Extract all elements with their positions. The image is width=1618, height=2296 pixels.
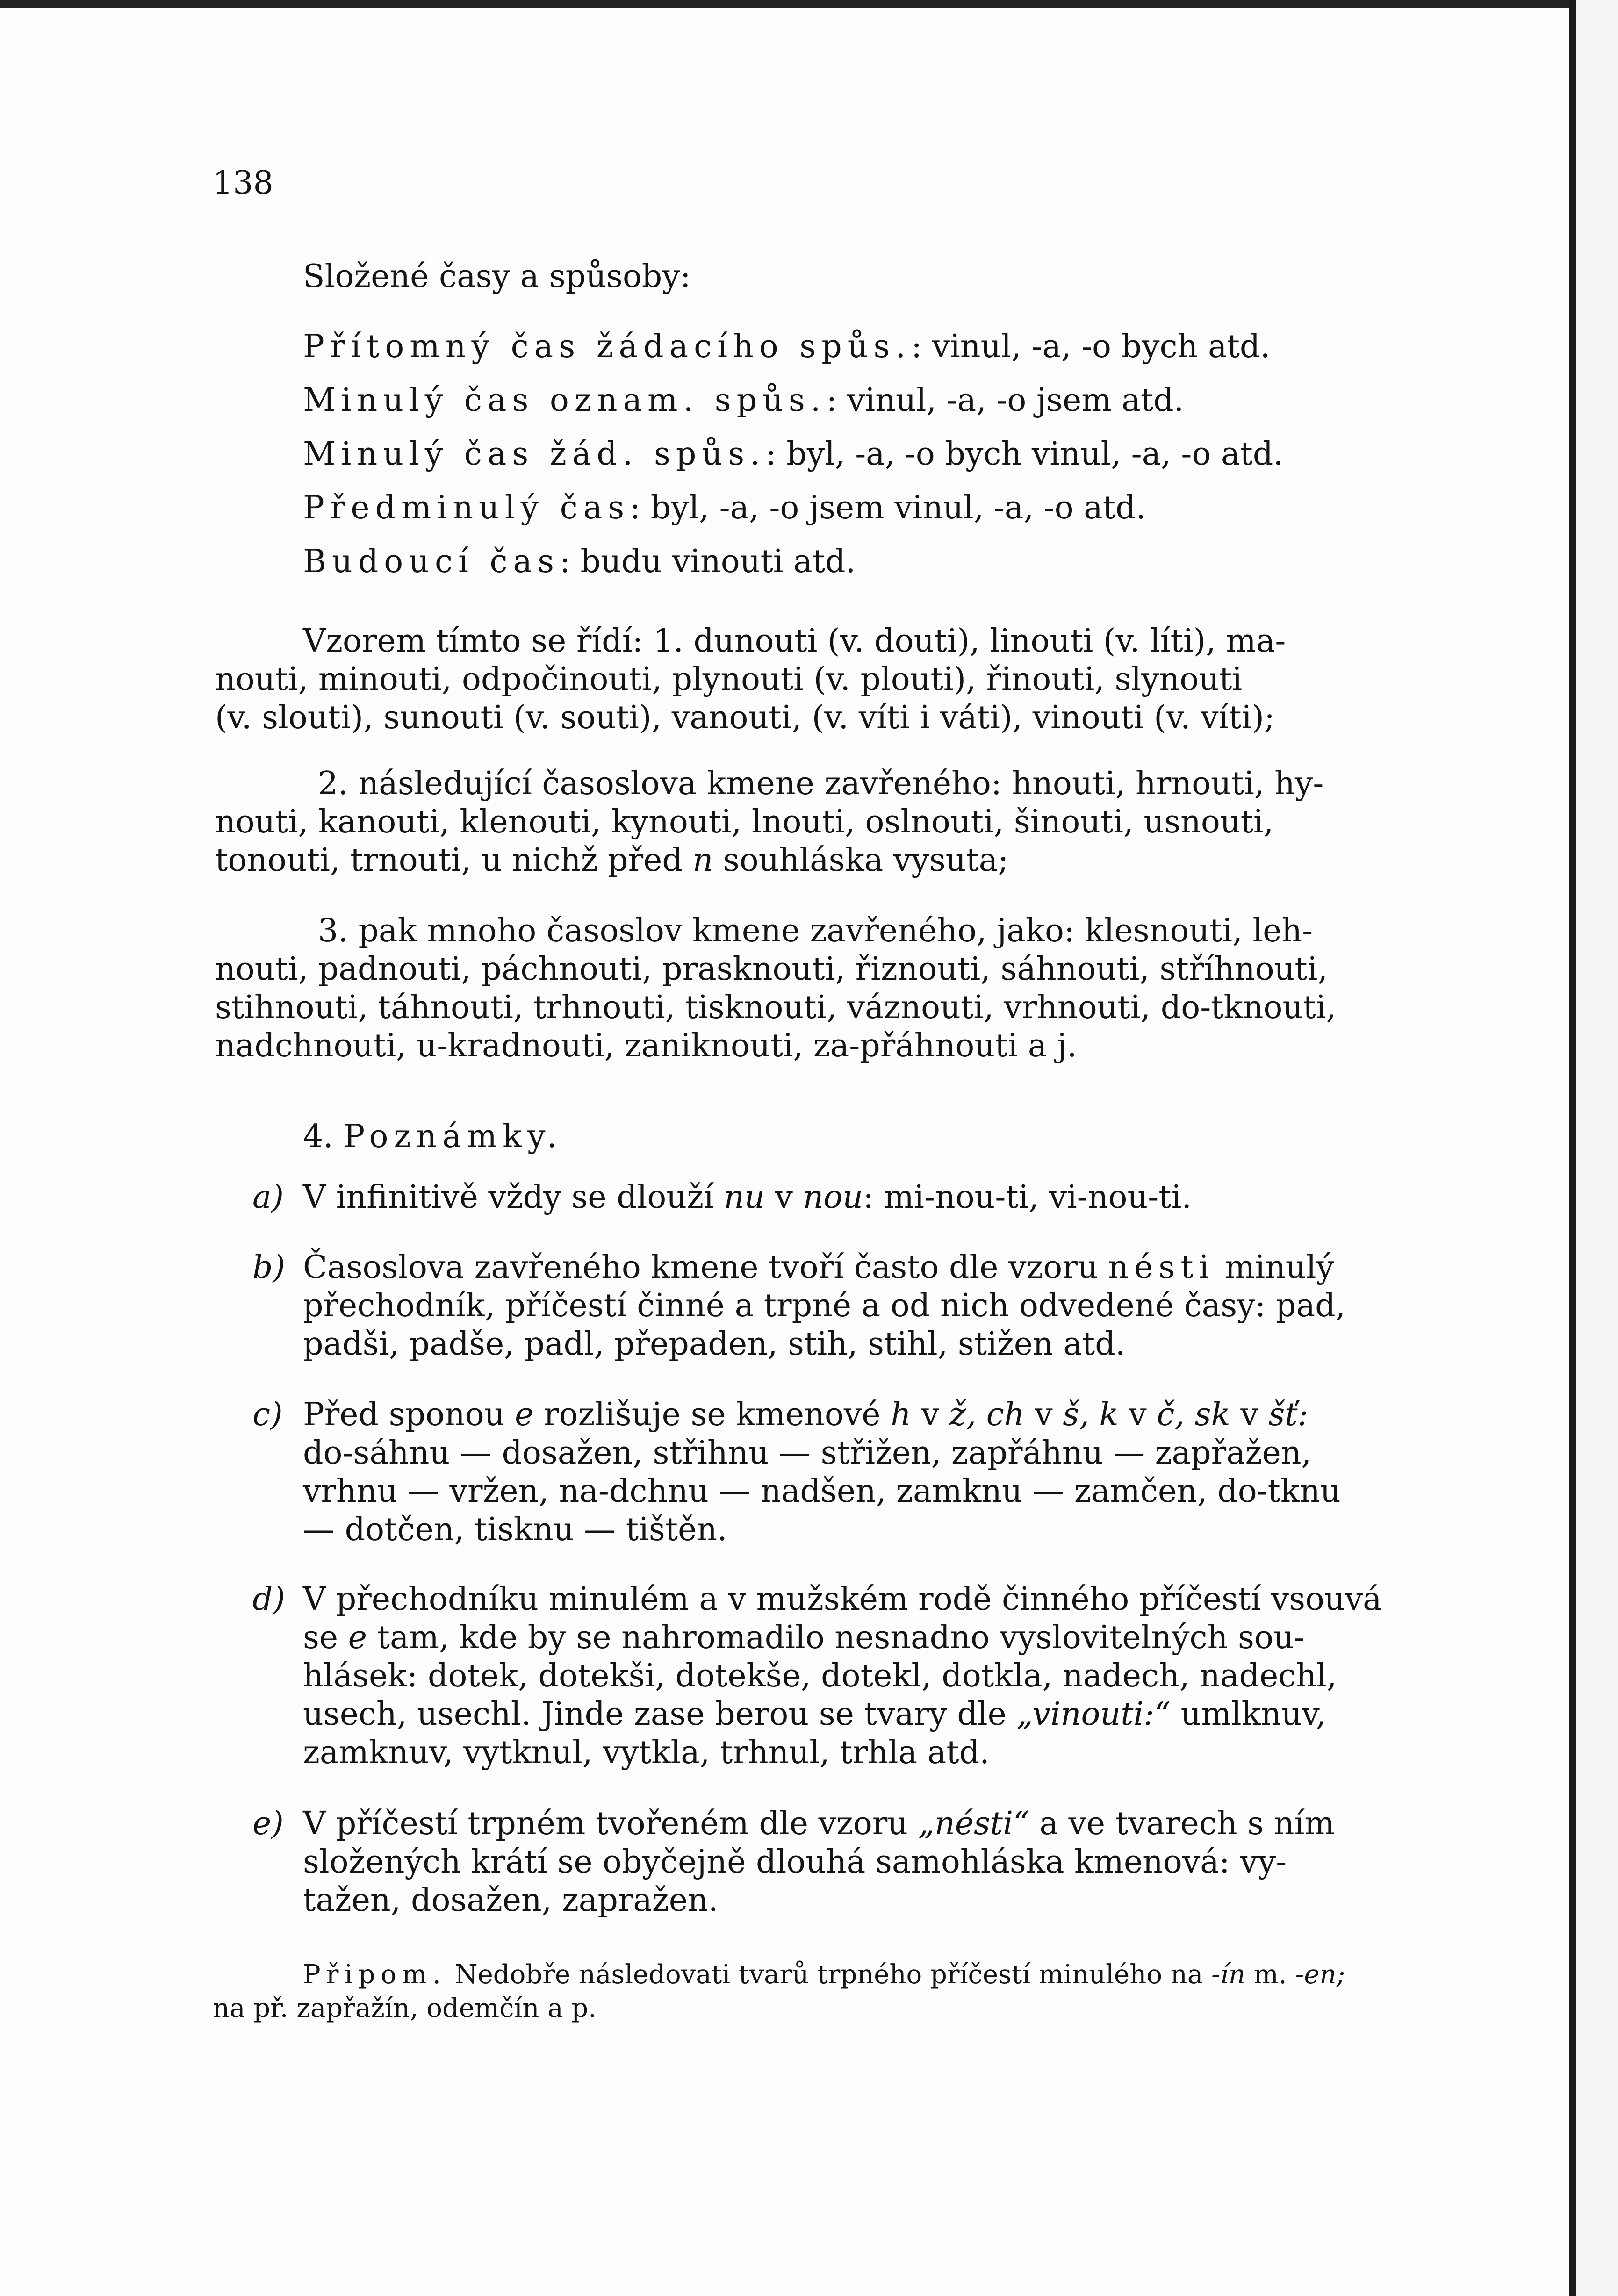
note-line [303, 1618, 1305, 1657]
notes-title: Poznámky. [343, 1118, 563, 1155]
note-line [303, 1804, 1335, 1844]
text-run: umlknuv, [1180, 1696, 1326, 1733]
text-run: V infinitivě vždy se dlouží [303, 1179, 714, 1216]
text-run: se [303, 1619, 338, 1656]
note-line: přechodník, příčestí činné a trpné a od nich odvedené časy: pad, [303, 1287, 1346, 1324]
note-line: zamknuv, vytknul, vytkla, trhnul, trhla atd. [303, 1734, 990, 1771]
note-line: — dotčen, tisknu — tištěn. [303, 1511, 727, 1548]
italic-run: nu [724, 1179, 765, 1216]
note-line [303, 1178, 1192, 1217]
text-run: tonouti, trnouti, u nichž před [215, 842, 683, 879]
italic-run: k [1099, 1396, 1119, 1433]
italic-run: e [515, 1396, 534, 1433]
italic-run: ž, [949, 1396, 977, 1433]
text-run: v [1240, 1396, 1258, 1433]
note-label: d) [252, 1581, 286, 1618]
paragraph-line: nouti, padnouti, páchnouti, prasknouti, řiznouti, sáhnouti, stříhnouti, [215, 951, 1328, 988]
text-run: v [1035, 1396, 1053, 1433]
note-line [303, 1395, 1309, 1435]
text-run: a ve tvarech s ním [1039, 1805, 1335, 1842]
tense-text: : budu vinouti atd. [560, 543, 856, 580]
text-run: Časoslova zavřeného kmene tvoří často dle vzoru [303, 1249, 1098, 1286]
italic-run: h [891, 1396, 911, 1433]
text-run: Nedobře následovati tvarů trpného příčestí minulého na [454, 1959, 1203, 1990]
italic-run: nou [803, 1179, 863, 1216]
italic-run: ch [986, 1396, 1025, 1433]
tense-text: : vinul, -a, -o jsem atd. [826, 382, 1184, 419]
italic-run: -en; [1295, 1959, 1345, 1990]
italic-run: „nésti“ [918, 1805, 1029, 1842]
spaced-run: nésti [1108, 1249, 1215, 1286]
tense-line [303, 327, 1270, 366]
tense-label: Budoucí čas [303, 543, 560, 580]
section-heading: Složené časy a spůsoby: [303, 258, 691, 295]
tense-line [303, 381, 1184, 420]
paragraph-line: 2. následující časoslova kmene zavřeného: hnouti, hrnouti, hy- [318, 765, 1324, 802]
text-run: v [921, 1396, 939, 1433]
italic-run: š, [1063, 1396, 1089, 1433]
tense-label: Předminulý čas [303, 489, 630, 526]
italic-run: č, [1157, 1396, 1185, 1433]
text-run: usech, usechl. Jinde zase berou se tvary dle [303, 1696, 1007, 1733]
tense-label: Přítomný čas žádacího spůs. [303, 328, 912, 365]
text-run: rozlišuje se kmenové [544, 1396, 881, 1433]
paragraph-line: stihnouti, táhnouti, trhnouti, tisknouti, váznouti, vrhnouti, do-tknouti, [215, 989, 1336, 1026]
text-run: tam, kde by se nahromadilo nesnadno vyslovitelných sou- [377, 1619, 1305, 1656]
scan-margin-right [1576, 0, 1618, 2296]
paragraph-line: 3. pak mnoho časoslov kmene zavřeného, jako: klesnouti, leh- [318, 912, 1313, 949]
footnote-line: na př. zapřažín, odemčín a p. [213, 1993, 597, 2023]
text-run: v [1129, 1396, 1147, 1433]
italic-run: e [348, 1619, 367, 1656]
note-line: padši, padše, padl, přepaden, stih, stihl, stižen atd. [303, 1326, 1126, 1363]
notes-heading [303, 1117, 562, 1156]
note-line [303, 1695, 1326, 1734]
note-line: hlásek: dotek, dotekši, dotekše, dotekl, dotkla, nadech, nadechl, [303, 1657, 1337, 1694]
note-label: e) [252, 1805, 284, 1842]
tense-line [303, 435, 1283, 474]
note-line: vrhnu — vržen, na-dchnu — nadšen, zamknu — zamčen, do-tknu [303, 1473, 1341, 1510]
page-number: 138 [213, 165, 273, 201]
tense-text: : byl, -a, -o bych vinul, -a, -o atd. [765, 436, 1283, 473]
text-run: Před sponou [303, 1396, 505, 1433]
paragraph-line: nadchnouti, u-kradnouti, zaniknouti, za-přáhnouti a j. [215, 1027, 1077, 1064]
note-line: V přechodníku minulém a v mužském rodě činného příčestí vsouvá [303, 1581, 1382, 1618]
note-line: složených krátí se obyčejně dlouhá samohláska kmenová: vy- [303, 1844, 1287, 1880]
note-label: a) [252, 1179, 284, 1216]
tense-label: Minulý čas oznam. spůs. [303, 382, 827, 419]
tense-text: : byl, -a, -o jsem vinul, -a, -o atd. [630, 489, 1146, 526]
scan-border-right [1569, 0, 1576, 2296]
text-run: v [775, 1179, 793, 1216]
scan-border-top [0, 0, 1576, 8]
paragraph-line: nouti, minouti, odpočinouti, plynouti (v. plouti), řinouti, slynouti [215, 661, 1243, 698]
note-line: tažen, dosažen, zapražen. [303, 1882, 719, 1919]
paragraph-line: (v. slouti), sunouti (v. souti), vanouti, (v. víti i váti), vinouti (v. víti); [215, 699, 1275, 736]
paragraph-line: nouti, kanouti, klenouti, kynouti, lnouti, oslnouti, šinouti, usnouti, [215, 804, 1274, 840]
text-run: m. [1253, 1959, 1287, 1990]
paragraph-line [215, 841, 1008, 880]
text-run: souhláska vysuta; [723, 842, 1009, 879]
italic-run: n [692, 842, 713, 879]
italic-run: šť: [1268, 1396, 1309, 1433]
footnote-label: Připom. [303, 1959, 446, 1990]
tense-label: Minulý čas žád. spůs. [303, 436, 766, 473]
text-run: minulý [1224, 1249, 1334, 1286]
tense-line [303, 488, 1146, 528]
footnote-line [303, 1959, 1345, 1991]
note-label: c) [252, 1396, 283, 1433]
note-label: b) [252, 1249, 286, 1286]
paragraph-line: Vzorem tímto se řídí: 1. dunouti (v. douti), linouti (v. líti), ma- [303, 623, 1286, 660]
text-run: : mi-nou-ti, vi-nou-ti. [863, 1179, 1192, 1216]
note-line: do-sáhnu — dosažen, střihnu — střižen, zapřáhnu — zapřažen, [303, 1435, 1312, 1471]
tense-text: : vinul, -a, -o bych atd. [911, 328, 1271, 365]
italic-run: sk [1194, 1396, 1230, 1433]
notes-number: 4. [303, 1118, 333, 1155]
tense-line [303, 542, 856, 581]
note-line [303, 1248, 1334, 1287]
italic-run: „vinouti:“ [1016, 1696, 1171, 1733]
italic-run: -ín [1211, 1959, 1245, 1990]
text-run: V příčestí trpném tvořeném dle vzoru [303, 1805, 908, 1842]
